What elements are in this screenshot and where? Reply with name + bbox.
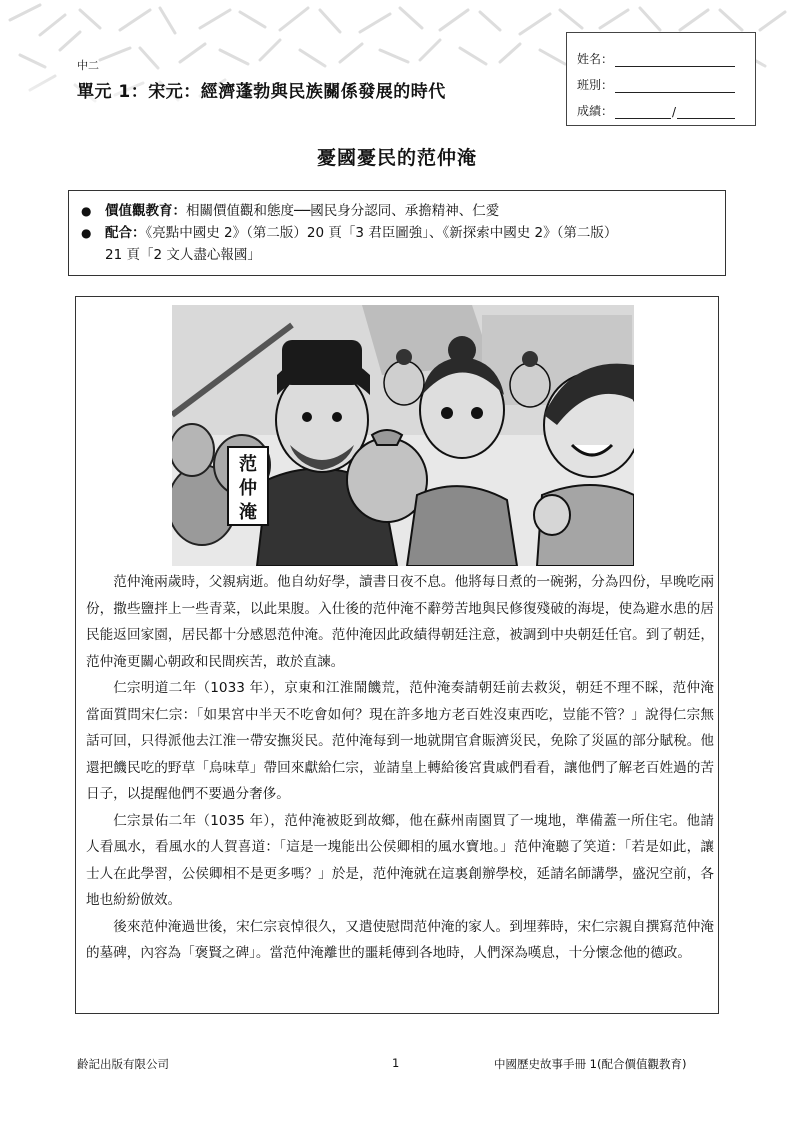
illustration-name-label: 范仲淹 [239,454,257,523]
score-label: 成績： [577,104,614,118]
bullet-icon: ● [81,204,92,218]
values-text: 《亮點中國史 2》（第二版）20 頁「3 君臣圖強」、《新探索中國史 2》（第二版） [145,225,618,241]
story-text [86,569,714,967]
name-field[interactable] [615,52,735,67]
values-label: 配合： [105,225,146,241]
class-row [577,67,745,93]
values-continuation: 21 頁「2 文人盡心報國」 [105,247,261,263]
bullet-icon: ● [81,226,92,240]
story-paragraph: 范仲淹兩歲時，父親病逝。他自幼好學，讀書日夜不息。他將每日煮的一碗粥，分為四份，早晚吃兩份，撒些鹽拌上一些青菜，以此果腹。入仕後的范仲淹不辭勞苦地與民修復殘破的海堤，使為避水患的居民能返回家園，居民都十分感恩范仲淹。范仲淹因此政績得朝廷注意，被調到中央朝廷任官。到了朝廷，范仲淹更關心朝政和民間疾苦，敢於直諫。 [86,574,714,670]
values-text: 相關價值觀和態度──國民身分認同、承擔精神、仁愛 [186,203,500,219]
score-field[interactable] [615,104,671,119]
unit-title: 單元 1：宋元：經濟蓬勃與民族關係發展的時代 [77,82,446,102]
story-title: 憂國憂民的范仲淹 [316,147,477,169]
score-row [577,93,745,119]
values-item [81,200,713,222]
story-paragraph: 仁宗明道二年（1033 年），京東和江淮鬧饑荒，范仲淹奏請朝廷前去救災，朝廷不理不睬，范仲淹當面質問宋仁宗：「如果宮中半天不吃會如何？現在許多地方老百姓沒東西吃，豈能不管？」說得仁宗無話可回，只得派他去江淮一帶安撫災民。范仲淹每到一地就開官倉賑濟災民，免除了災區的部分賦稅。他還把饑民吃的野草「烏味草」帶回來獻給仁宗，並請皇上轉給後宮貴戚們看看，讓他們了解老百姓過的苦日子，以提醒他們不要過分奢侈。 [86,680,714,802]
student-info-box [566,32,756,126]
values-label: 價值觀教育： [105,203,186,219]
story-paragraph: 仁宗景佑二年（1035 年），范仲淹被貶到故鄉，他在蘇州南園買了一塊地，準備蓋一所住宅。他請人看風水，看風水的人賀喜道：「這是一塊能出公侯卿相的風水寶地。」范仲淹聽了笑道：「若是如此，讓士人在此學習，公侯卿相不是更多嗎？」於是，范仲淹就在這裏創辦學校，延請名師講學，盛況空前，各地也紛紛倣效。 [86,812,714,908]
story-box [75,296,719,1014]
name-label: 姓名： [577,52,614,66]
footer-publisher: 齡記出版有限公司 [77,1057,169,1071]
class-label: 班別： [577,78,614,92]
class-field[interactable] [615,78,735,93]
grade-label: 中二 [77,59,99,72]
story-paragraph: 後來范仲淹過世後，宋仁宗哀悼很久，又遣使慰問范仲淹的家人。到埋葬時，宋仁宗親自撰寫范仲淹的墓碑，內容為「褒賢之碑」。當范仲淹離世的噩耗傳到各地時，人們深為嘆息，十分懷念他的德政。 [86,918,714,961]
story-illustration [172,305,634,566]
values-box [68,190,726,276]
score-separator: / [672,105,677,119]
footer-page-number: 1 [392,1056,400,1070]
values-item [81,222,713,244]
score-total-field[interactable] [677,104,735,119]
name-row [577,41,745,67]
footer-book-title: 中國歷史故事手冊 1(配合價值觀教育) [494,1057,687,1071]
